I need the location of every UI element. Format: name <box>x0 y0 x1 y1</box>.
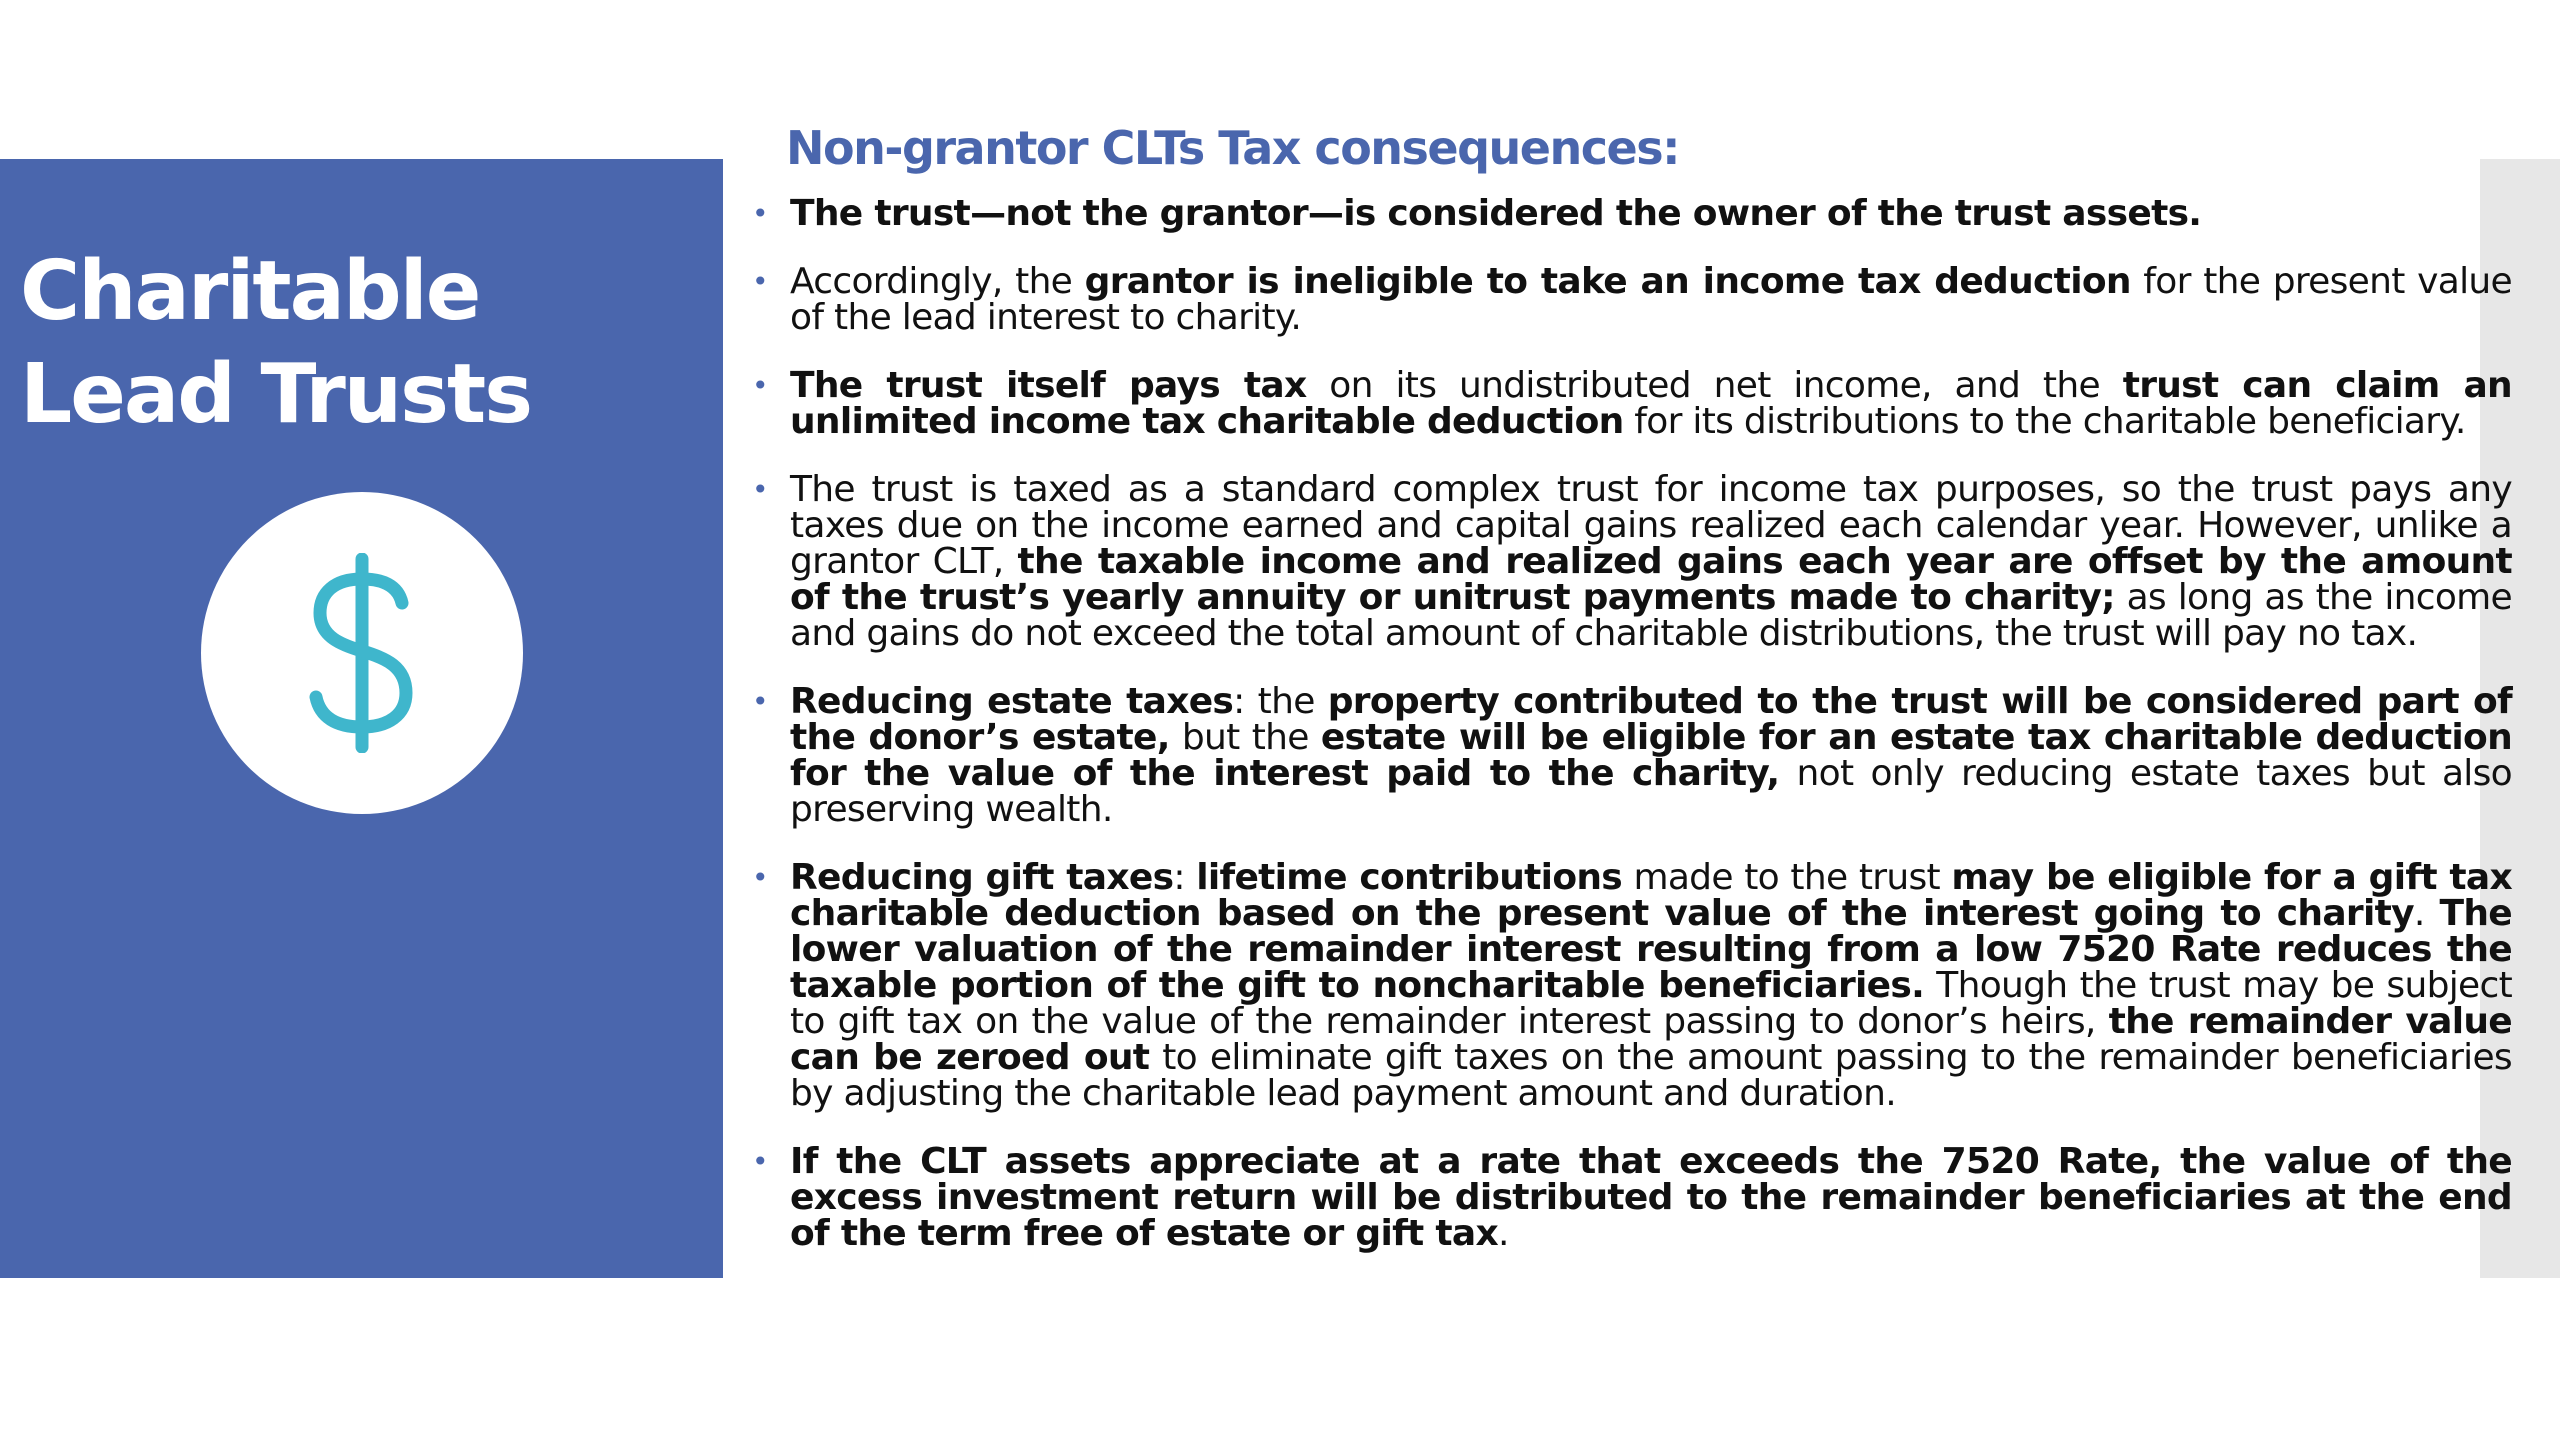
bullet-icon: • <box>752 1145 768 1178</box>
bullet-item: • Accordingly, the grantor is ineligible to take an income tax deduction for the present value of the lead interest to charity. <box>752 261 2512 338</box>
bullet-item: • The trust—not the grantor—is considered the owner of the trust assets. <box>752 193 2202 234</box>
bullet-item: • Reducing estate taxes: the property contributed to the trust will be considered part of the donor’s estate, but the estate will be eligible for an estate tax charitable deduction for the value of the interest paid to the charity, not only reducing estate taxes but also preserving wealth. <box>752 681 2512 830</box>
bullet-icon: • <box>752 473 768 506</box>
bullet-icon: • <box>752 265 768 298</box>
bullet-list <box>752 193 2512 1284</box>
bullet-icon: • <box>752 197 768 230</box>
slide-title: Charitable Lead Trusts <box>20 244 531 442</box>
bullet-item: • If the CLT assets appreciate at a rate that exceeds the 7520 Rate, the value of the excess investment return will be distributed to the remainder beneficiaries at the end of the term free of estate or gift tax. <box>752 1141 2512 1254</box>
bullet-item: • The trust itself pays tax on its undistributed net income, and the trust can claim an unlimited income tax charitable deduction for its distributions to the charitable beneficiary. <box>752 365 2512 442</box>
dollar-sign-icon <box>302 553 422 753</box>
bullet-icon: • <box>752 369 768 402</box>
icon-badge <box>201 492 523 814</box>
bullet-icon: • <box>752 685 768 718</box>
bullet-item: • The trust is taxed as a standard complex trust for income tax purposes, so the trust pays any taxes due on the income earned and capital gains realized each calendar year. However, unlike a grantor CLT, the taxable income and realized gains each year are offset by the amount of the trust’s yearly annuity or unitrust payments made to charity; as long as the income and gains do not exceed the total amount of charitable distributions, the trust will pay no tax. <box>752 469 2512 654</box>
content-title: Non-grantor CLTs Tax consequences: <box>786 121 1679 175</box>
bullet-item: • Reducing gift taxes: lifetime contributions made to the trust may be eligible for a gift tax charitable deduction based on the present value of the interest going to charity. The lower valuation of the remainder interest resulting from a low 7520 Rate reduces the taxable portion of the gift to noncharitable beneficiaries. Though the trust may be subject to gift tax on the value of the remainder interest passing to donor’s heirs, the remainder value can be zeroed out to eliminate gift taxes on the amount passing to the remainder beneficiaries by adjusting the charitable lead payment amount and duration. <box>752 857 2512 1114</box>
bullet-icon: • <box>752 861 768 894</box>
